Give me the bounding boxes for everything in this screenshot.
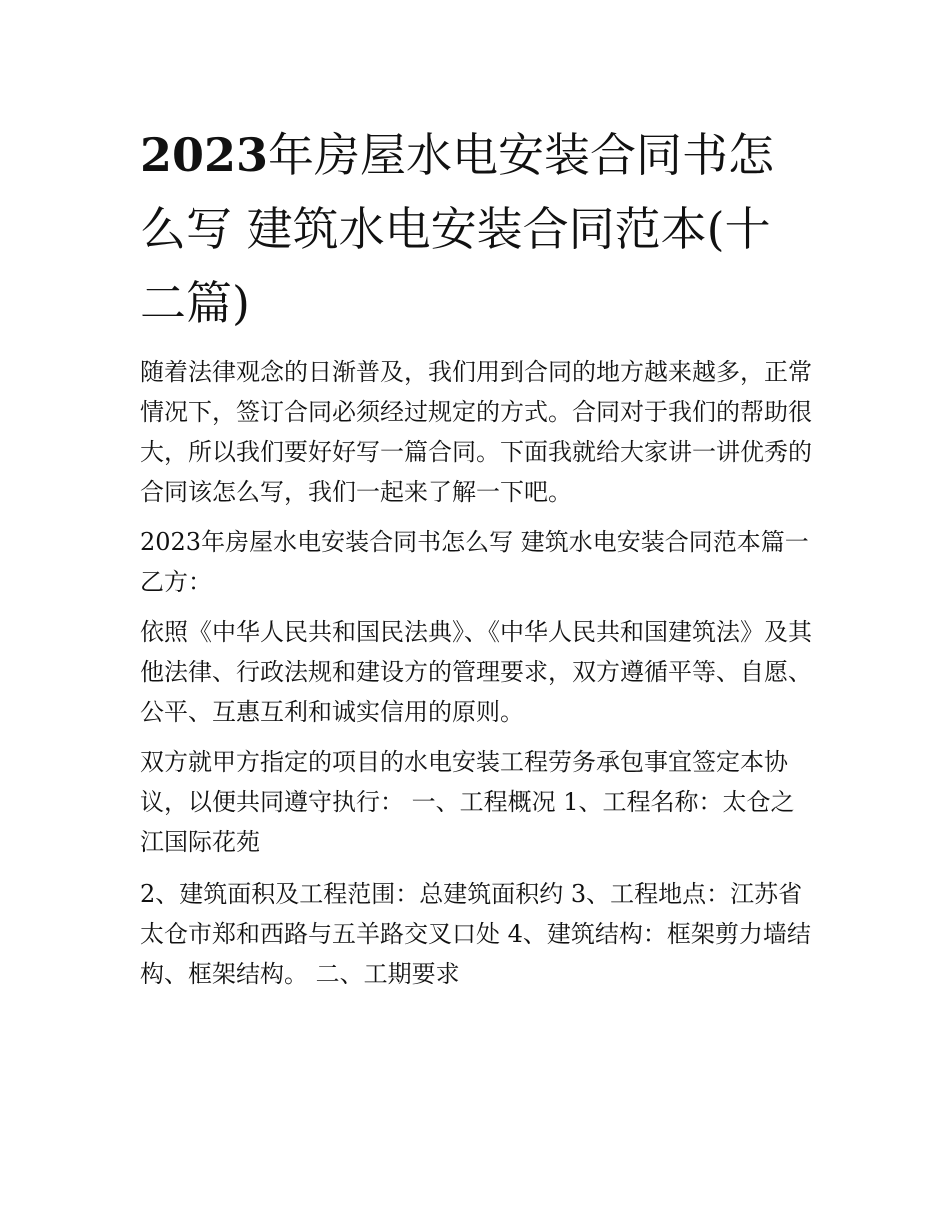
section-heading-paragraph: 2023年房屋水电安装合同书怎么写 建筑水电安装合同范本篇一 乙方： <box>140 528 809 596</box>
legal-basis-paragraph: 依照《中华人民共和国民法典》、《中华人民共和国建筑法》及其他法律、行政法规和建设方的管理要求，双方遵循平等、自愿、公平、互惠互利和诚实信用的原则。 <box>140 618 812 726</box>
project-details-paragraph: 2、建筑面积及工程范围：总建筑面积约 3、工程地点：江苏省太仓市郑和西路与五羊路交叉口处 4、建筑结构：框架剪力墙结构、框架结构。 二、工期要求 <box>140 880 811 988</box>
document-title <box>140 118 812 340</box>
project-overview-paragraph: 双方就甲方指定的项目的水电安装工程劳务承包事宜签定本协议，以便共同遵守执行： 一、工程概况 1、工程名称：太仓之江国际花苑 <box>140 748 795 856</box>
title-text: 年房屋水电安装合同书怎么写 建筑水电安装合同范本(十二篇) <box>140 128 775 330</box>
document-body <box>140 118 812 994</box>
intro-paragraph: 随着法律观念的日渐普及，我们用到合同的地方越来越多，正常情况下，签订合同必须经过规定的方式。合同对于我们的帮助很大，所以我们要好好写一篇合同。下面我就给大家讲一讲优秀的合同该怎么写，我们一起来了解一下吧。 <box>140 358 812 506</box>
title-year: 2023 <box>140 128 269 182</box>
